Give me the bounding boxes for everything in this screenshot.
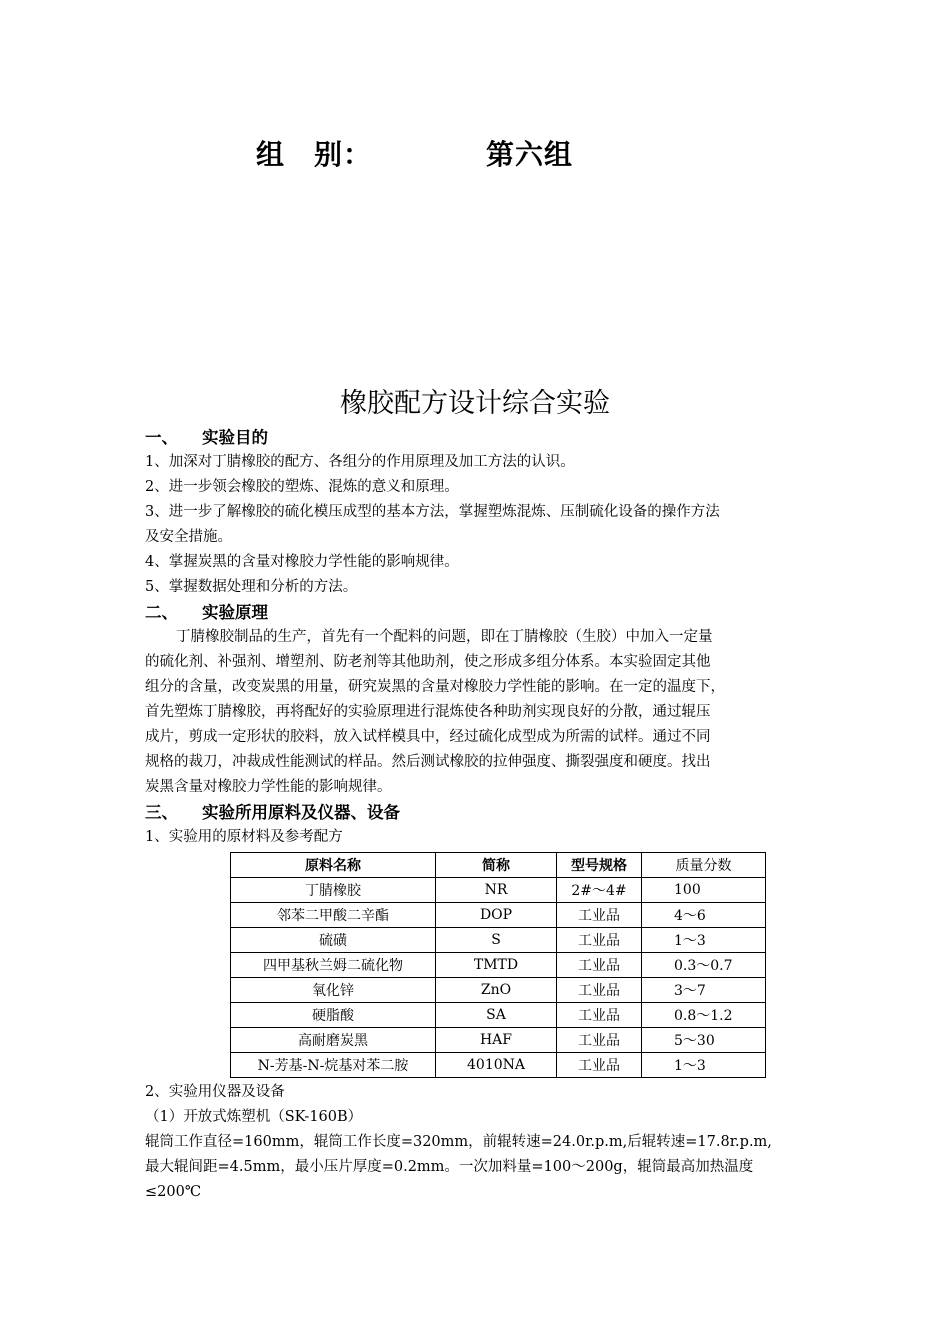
table-cell: 工业品 <box>557 953 642 978</box>
section-heading-1 <box>145 425 810 450</box>
table-cell: 工业品 <box>557 903 642 928</box>
table-cell: 4010NA <box>436 1053 557 1078</box>
table-cell: 氧化锌 <box>231 978 436 1003</box>
section-title: 实验目的 <box>202 428 268 447</box>
section-title: 实验原理 <box>202 603 268 622</box>
equipment-title: （1）开放式炼塑机（SK-160B） <box>145 1109 363 1125</box>
group-value: 第六组 <box>486 138 574 171</box>
paragraph-line: 丁腈橡胶制品的生产，首先有一个配料的问题，即在丁腈橡胶（生胶）中加入一定量 <box>176 629 713 645</box>
table-cell: N-芳基-N-烷基对苯二胺 <box>231 1053 436 1078</box>
table-cell: 高耐磨炭黑 <box>231 1028 436 1053</box>
table-row <box>231 1028 766 1053</box>
section-heading-3 <box>145 800 810 825</box>
table-row <box>231 903 766 928</box>
table-cell: 4～6 <box>642 903 766 928</box>
table-cell: 工业品 <box>557 1053 642 1078</box>
table-cell: 2#～4# <box>557 878 642 903</box>
list-item: 及安全措施。 <box>145 529 232 545</box>
table-cell: 1～3 <box>642 928 766 953</box>
paragraph-line: ≤200℃ <box>145 1184 202 1200</box>
table-cell: 100 <box>642 878 766 903</box>
recipe-table <box>230 852 766 1078</box>
table-cell: HAF <box>436 1028 557 1053</box>
table-cell: 四甲基秋兰姆二硫化物 <box>231 953 436 978</box>
table-row <box>231 953 766 978</box>
table-row <box>231 1003 766 1028</box>
table-cell: 邻苯二甲酸二辛酯 <box>231 903 436 928</box>
paragraph-line: 组分的含量，改变炭黑的用量，研究炭黑的含量对橡胶力学性能的影响。在一定的温度下， <box>145 679 725 695</box>
table-cell: 丁腈橡胶 <box>231 878 436 903</box>
table-row <box>231 878 766 903</box>
column-header: 原料名称 <box>231 853 436 878</box>
document-title: 橡胶配方设计综合实验 <box>340 388 610 419</box>
table-header-row <box>231 853 766 878</box>
section-heading-2 <box>145 600 810 625</box>
paragraph-line: 规格的裁刀，冲裁成性能测试的样品。然后测试橡胶的拉伸强度、撕裂强度和硬度。找出 <box>145 754 711 770</box>
table-cell: NR <box>436 878 557 903</box>
table-row <box>231 978 766 1003</box>
paragraph-line: 辊筒工作直径=160mm，辊筒工作长度=320mm，前辊转速=24.0r.p.m,后辊转速=17.8r.p.m, <box>145 1134 772 1150</box>
section-number: 一、 <box>145 428 178 447</box>
table-cell: 硬脂酸 <box>231 1003 436 1028</box>
document-body <box>145 425 810 1205</box>
paragraph-line: 首先塑炼丁腈橡胶，再将配好的实验原理进行混炼使各种助剂实现良好的分散，通过辊压 <box>145 704 711 720</box>
table-cell: 3～7 <box>642 978 766 1003</box>
table-cell: DOP <box>436 903 557 928</box>
table-cell: 5～30 <box>642 1028 766 1053</box>
column-header: 简称 <box>436 853 557 878</box>
paragraph-line: 最大辊间距=4.5mm，最小压片厚度=0.2mm。一次加料量=100～200g，辊筒最高加热温度 <box>145 1159 754 1175</box>
list-item: 2、进一步领会橡胶的塑炼、混炼的意义和原理。 <box>145 479 459 495</box>
table-cell: S <box>436 928 557 953</box>
table-cell: TMTD <box>436 953 557 978</box>
list-item: 5、掌握数据处理和分析的方法。 <box>145 579 358 595</box>
list-item: 1、加深对丁腈橡胶的配方、各组分的作用原理及加工方法的认识。 <box>145 454 575 470</box>
table-cell: 0.8～1.2 <box>642 1003 766 1028</box>
list-item: 4、掌握炭黑的含量对橡胶力学性能的影响规律。 <box>145 554 459 570</box>
subheading: 2、实验用仪器及设备 <box>145 1084 285 1100</box>
table-cell: SA <box>436 1003 557 1028</box>
paragraph-line: 炭黑含量对橡胶力学性能的影响规律。 <box>145 779 392 795</box>
table-cell: 工业品 <box>557 928 642 953</box>
group-label: 组 别： <box>256 138 373 171</box>
column-header: 型号规格 <box>557 853 642 878</box>
table-row <box>231 1053 766 1078</box>
section-number: 三、 <box>145 803 178 822</box>
table-cell: 工业品 <box>557 1003 642 1028</box>
list-item: 3、进一步了解橡胶的硫化模压成型的基本方法，掌握塑炼混炼、压制硫化设备的操作方法 <box>145 504 720 520</box>
column-header: 质量分数 <box>642 853 766 878</box>
section-number: 二、 <box>145 603 178 622</box>
subheading: 1、实验用的原材料及参考配方 <box>145 829 343 845</box>
table-cell: ZnO <box>436 978 557 1003</box>
table-row <box>231 928 766 953</box>
table-cell: 1～3 <box>642 1053 766 1078</box>
paragraph-line: 的硫化剂、补强剂、增塑剂、防老剂等其他助剂，使之形成多组分体系。本实验固定其他 <box>145 654 711 670</box>
table-cell: 工业品 <box>557 978 642 1003</box>
table-cell: 硫磺 <box>231 928 436 953</box>
paragraph-line: 成片，剪成一定形状的胶料，放入试样模具中，经过硫化成型成为所需的试样。通过不同 <box>145 729 711 745</box>
table-cell: 工业品 <box>557 1028 642 1053</box>
table-cell: 0.3～0.7 <box>642 953 766 978</box>
section-title: 实验所用原料及仪器、设备 <box>202 803 400 822</box>
